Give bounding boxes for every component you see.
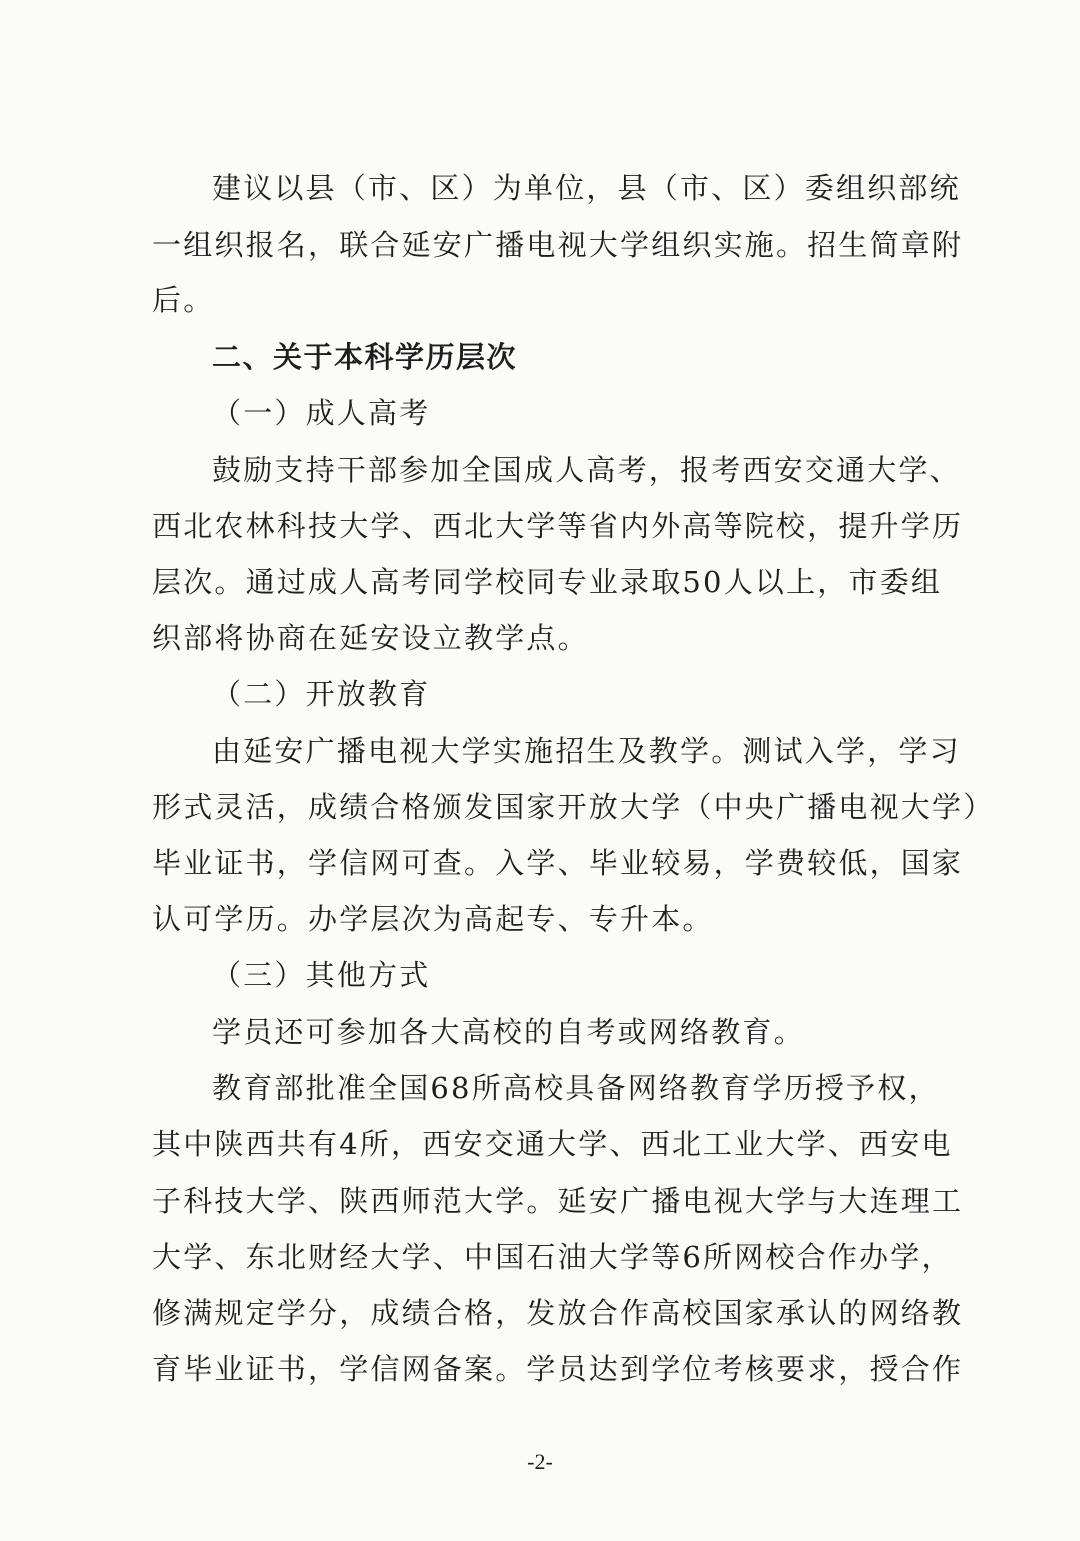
paragraph-line-2: 一组织报名，联合延安广播电视大学组织实施。招生简章附 (152, 228, 964, 262)
paragraph-line-9: 织部将协商在延安设立教学点。 (152, 621, 589, 655)
paragraph-line-7: 西北农林科技大学、西北大学等省内外高等院校，提升学历 (152, 509, 964, 543)
paragraph-line-11: 由延安广播电视大学实施招生及教学。测试入学，学习 (212, 734, 961, 768)
paragraph-line-18: 其中陕西共有4所，西安交通大学、西北工业大学、西安电 (152, 1127, 953, 1161)
paragraph-line-14: 认可学历。办学层次为高起专、专升本。 (152, 902, 714, 936)
paragraph-line-13: 毕业证书，学信网可查。入学、毕业较易，学费较低，国家 (152, 846, 964, 880)
paragraph-line-21: 修满规定学分，成绩合格，发放合作高校国家承认的网络教 (152, 1296, 964, 1330)
paragraph-line-8: 层次。通过成人高考同学校同专业录取50人以上，市委组 (152, 565, 943, 599)
paragraph-line-3: 后。 (152, 283, 215, 317)
paragraph-line-1: 建议以县（市、区）为单位，县（市、区）委组织部统 (212, 171, 961, 205)
paragraph-line-22: 育毕业证书，学信网备案。学员达到学位考核要求，授合作 (152, 1352, 964, 1386)
paragraph-line-19: 子科技大学、陕西师范大学。延安广播电视大学与大连理工 (152, 1184, 964, 1218)
section-heading-bachelor: 二、关于本科学历层次 (212, 340, 518, 374)
page-number: -2- (527, 1449, 553, 1474)
paragraph-line-17: 教育部批准全国68所高校具备网络教育学历授予权， (212, 1071, 940, 1105)
paragraph-line-16: 学员还可参加各大高校的自考或网络教育。 (212, 1015, 805, 1049)
paragraph-line-20: 大学、东北财经大学、中国石油大学等6所网校合作办学， (152, 1240, 953, 1274)
subheading-other-methods: （三）其他方式 (212, 958, 431, 992)
subheading-open-education: （二）开放教育 (212, 677, 431, 711)
paragraph-line-6: 鼓励支持干部参加全国成人高考，报考西安交通大学、 (212, 453, 961, 487)
paragraph-line-12: 形式灵活，成绩合格颁发国家开放大学（中央广播电视大学） (152, 790, 995, 824)
subheading-adult-exam: （一）成人高考 (212, 396, 431, 430)
